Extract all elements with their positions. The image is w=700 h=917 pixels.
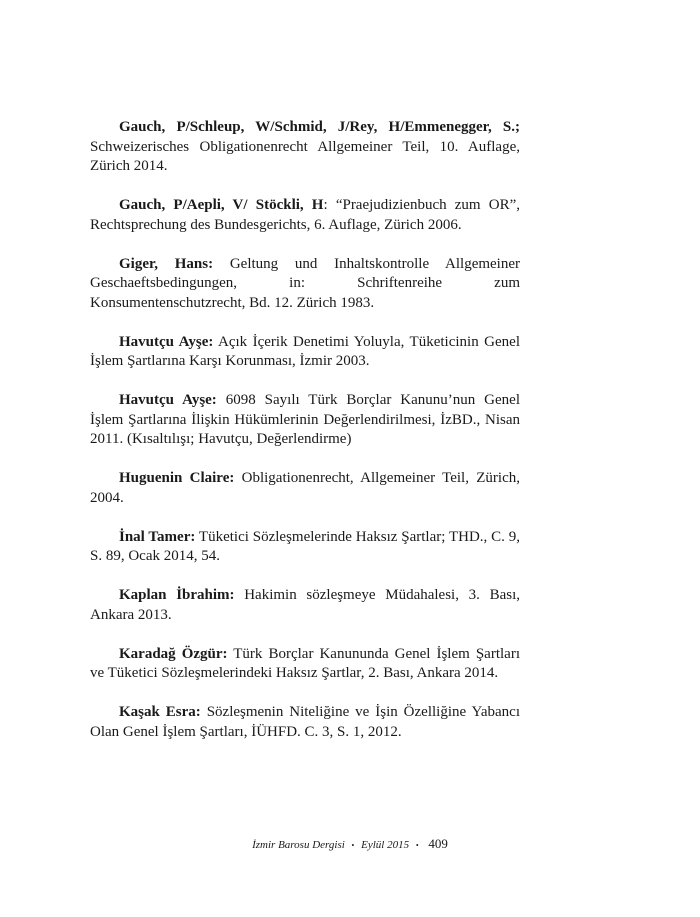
entry-text: : “Praejudizienbuch zum OR”, Rechtsprechung des Bundesgerichts, 6. Auflage, Zürich 2006. bbox=[90, 197, 520, 233]
bibliography-entry bbox=[90, 645, 520, 684]
entry-author: Kaplan İbrahim: bbox=[119, 587, 235, 603]
page-number: 409 bbox=[428, 836, 448, 851]
entry-text: Geltung und Inhaltskontrolle Allgemeiner Geschaeftsbedingungen, in: Schriftenreihe zum Konsumentenschutzrecht, Bd. 12. Zürich 1983. bbox=[90, 255, 520, 311]
entry-text: Türk Borçlar Kanununda Genel İşlem Şartları ve Tüketici Sözleşmelerindeki Haksız Şartlar, 2. Bası, Ankara 2014. bbox=[90, 645, 520, 681]
entry-author: İnal Tamer: bbox=[119, 528, 196, 545]
footer-bullet: • bbox=[415, 840, 419, 850]
bibliography-list bbox=[90, 118, 520, 762]
entry-author: Havutçu Ayşe: bbox=[119, 392, 217, 408]
bibliography-entry bbox=[90, 333, 520, 372]
bibliography-entry bbox=[90, 391, 520, 450]
entry-author: Havutçu Ayşe: bbox=[119, 333, 214, 350]
entry-text: Schweizerisches Obligationenrecht Allgemeiner Teil, 10. Auflage, Zürich 2014. bbox=[90, 138, 520, 174]
entry-author: Gauch, P/Schleup, W/Schmid, J/Rey, H/Emmenegger, S.; bbox=[119, 119, 520, 135]
bibliography-entry bbox=[90, 196, 520, 235]
journal-name: İzmir Barosu Dergisi bbox=[252, 839, 345, 851]
page-footer bbox=[0, 836, 700, 852]
entry-text: Obligationenrecht, Allgemeiner Teil, Zürich, 2004. bbox=[90, 470, 520, 506]
bibliography-entry bbox=[90, 469, 520, 508]
bibliography-entry bbox=[90, 703, 520, 742]
entry-author: Karadağ Özgür: bbox=[119, 645, 228, 662]
journal-issue: Eylül 2015 bbox=[361, 839, 410, 851]
bibliography-entry bbox=[90, 528, 520, 567]
entry-text: Tüketici Sözleşmelerinde Haksız Şartlar; THD., C. 9, S. 89, Ocak 2014, 54. bbox=[90, 528, 520, 564]
bibliography-entry bbox=[90, 118, 520, 177]
entry-author: Giger, Hans: bbox=[119, 255, 214, 272]
bibliography-entry bbox=[90, 586, 520, 625]
entry-author: Kaşak Esra: bbox=[119, 704, 201, 720]
bibliography-entry bbox=[90, 255, 520, 314]
entry-author: Huguenin Claire: bbox=[119, 470, 235, 486]
entry-text: 6098 Sayılı Türk Borçlar Kanunu’nun Genel İşlem Şartlarına İlişkin Hükümlerinin Değerlendirilmesi, İzBD., Nisan 2011. (Kısaltılışı; Havutçu, Değerlendirme) bbox=[90, 392, 520, 447]
entry-author: Gauch, P/Aepli, V/ Stöckli, H bbox=[119, 197, 324, 213]
footer-bullet: • bbox=[351, 840, 355, 850]
entry-text: Sözleşmenin Niteliğine ve İşin Özelliğine Yabancı Olan Genel İşlem Şartları, İÜHFD. C. 3, S. 1, 2012. bbox=[90, 704, 520, 740]
entry-text: Hakimin sözleşmeye Müdahalesi, 3. Bası, Ankara 2013. bbox=[90, 587, 520, 623]
entry-text: Açık İçerik Denetimi Yoluyla, Tüketicinin Genel İşlem Şartlarına Karşı Korunması, İzmir 2003. bbox=[90, 333, 520, 369]
